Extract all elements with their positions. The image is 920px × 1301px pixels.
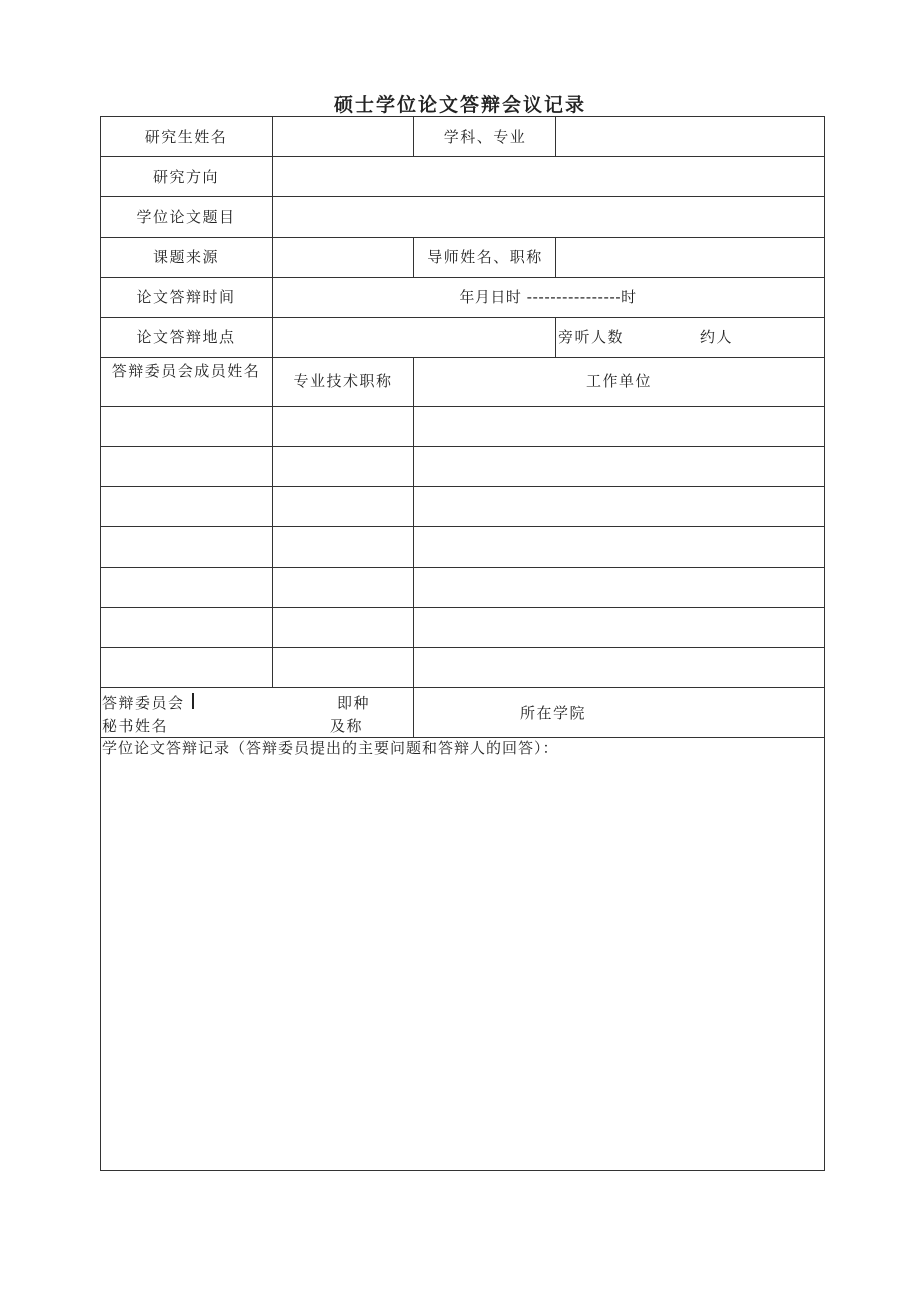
table-border-right [824,116,825,1171]
column-divider [413,116,414,157]
audience-label: 旁听人数 [558,328,625,346]
secretary-label-line1: 答辩委员会 [102,694,185,712]
audience-unit: 约人 [700,328,734,346]
row-divider [100,737,825,738]
committee-row[interactable] [101,407,824,446]
thesis-title-label: 学位论文题目 [136,208,236,226]
topic-source-label: 课题来源 [152,248,220,266]
row-divider [100,317,825,318]
defense-time-value[interactable]: 年月日时 ----------------时 [459,288,637,306]
defense-place-label: 论文答辩地点 [136,328,236,346]
row-divider [100,277,825,278]
defense-record-label: 学位论文答辩记录（答辩委员提出的主要问题和答辩人的回答）： [102,739,559,757]
student-name-field[interactable] [277,128,407,146]
advisor-field[interactable] [560,241,820,273]
advisor-label: 导师姓名、职称 [427,248,543,266]
defense-time-label: 论文答辩时间 [136,288,236,306]
research-direction-label: 研究方向 [152,168,220,186]
defense-record-area[interactable] [101,760,824,1169]
committee-row[interactable] [101,487,824,526]
committee-unit-header: 工作单位 [585,372,653,390]
defense-place-field[interactable] [276,321,552,353]
committee-row[interactable] [101,608,824,647]
table-border-bottom [100,1170,825,1171]
college-label: 所在学院 [519,704,587,722]
row-divider [100,237,825,238]
committee-name-header: 答辩委员会成员姓名 [111,362,261,380]
document-title: 硕士学位论文答辩会议记录 [333,94,586,116]
secretary-label-line2: 秘书姓名 [102,717,169,735]
committee-row[interactable] [101,648,824,687]
secretary-title-line1: 即种 [337,694,371,712]
row-divider [100,687,825,688]
row-divider [100,196,825,197]
student-name-label: 研究生姓名 [144,128,228,146]
committee-row[interactable] [101,568,824,607]
discipline-label: 学科、专业 [443,128,527,146]
research-direction-field[interactable] [276,160,820,192]
committee-row[interactable] [101,447,824,486]
topic-source-field[interactable] [276,241,410,273]
column-divider [555,116,556,157]
secretary-title-line2: 及称 [330,717,364,735]
row-divider [100,357,825,358]
committee-title-header: 专业技术职称 [293,372,393,390]
text-cursor-mark [192,693,194,709]
column-divider [555,237,556,278]
column-divider [413,237,414,278]
row-divider [100,156,825,157]
table-border-top [100,116,825,117]
column-divider [555,317,556,358]
thesis-title-field[interactable] [276,200,820,233]
committee-row[interactable] [101,527,824,567]
discipline-field[interactable] [560,120,820,152]
